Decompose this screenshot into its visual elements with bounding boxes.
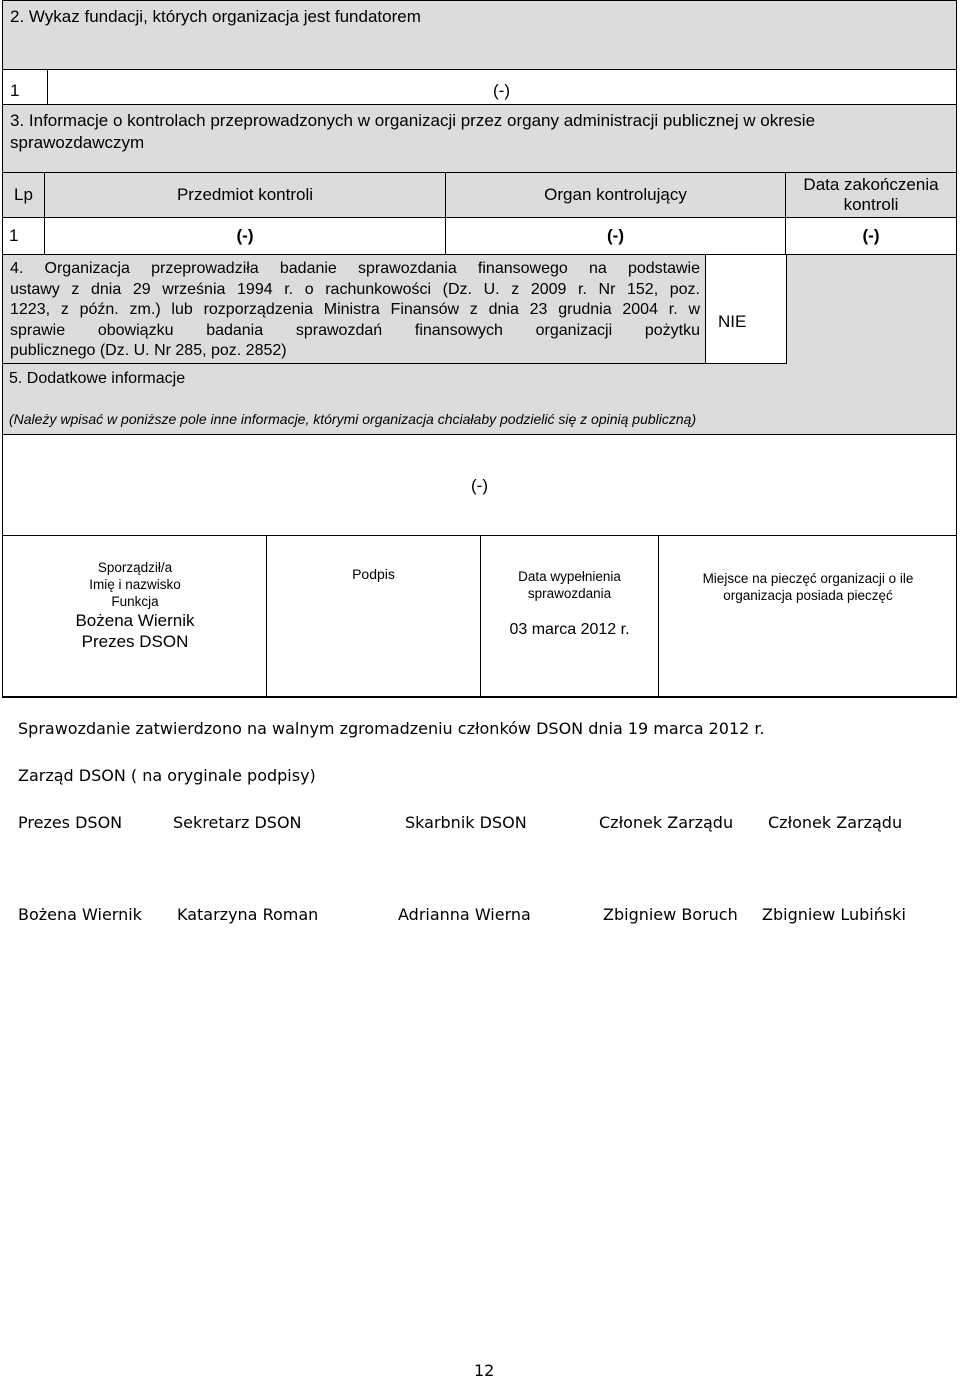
column-header-authority: Organ kontrolujący [445,172,786,218]
section4-answer-box [705,254,787,364]
approval-statement: Sprawozdanie zatwierdzono na walnym zgromadzeniu członków DSON dnia 19 marca 2012 r. [18,719,765,738]
board-name-1: Bożena Wiernik [18,905,142,924]
board-role-3: Skarbnik DSON [405,813,527,832]
board-heading: Zarząd DSON ( na oryginale podpisy) [18,766,316,785]
preparer-role: Prezes DSON [81,632,189,651]
preparer-name: Bożena Wiernik [75,611,195,630]
section4-answer: NIE [718,312,747,331]
board-name-3: Adrianna Wierna [398,905,531,924]
section2-row-number: 1 [10,81,20,100]
column-header-subject: Przedmiot kontroli [44,172,446,218]
section2-row [2,69,957,105]
table-row-subject: (-) [44,217,446,255]
stamp-place: Miejsce na pieczęć organizacji o ile organizacja posiada pieczęć [702,571,914,603]
section5-title: 5. Dodatkowe informacje [9,370,186,387]
fill-date-block: Data wypełnienia sprawozdania 03 marca 2012 r. [481,568,658,639]
board-role-4: Członek Zarządu [599,813,734,832]
table-row-end-date: (-) [785,217,957,255]
section4-text: 4. Organizacja przeprowadziła badanie sprawozdania finansowego na podstawie ustawy z dnia 29 września 1994 r. o rachunkowości (Dz. U. z 2009 r. Nr 152, poz. 1223, z późn. zm.) lub rozporządzenia Ministra Finansów z dnia 23 grudnia 2004 r. w sprawie obowiązku badania sprawozdań finansowych organizacji pożytku publicznego (Dz. U. Nr 285, poz. 2852) [10,260,700,359]
table-row-authority: (-) [445,217,786,255]
signature-label: Podpis [352,566,395,582]
board-role-1: Prezes DSON [18,813,123,832]
section5-note: (Należy wpisać w poniższe pole inne informacje, którymi organizacja chciałaby podzielić się z opinią publiczną) [9,411,697,427]
page-number: 12 [474,1361,495,1380]
column-header-end-date: Data zakończenia kontroli [785,172,957,218]
section5-value-box [2,434,957,536]
section3-header [2,104,957,173]
column-header-lp: Lp [2,172,45,218]
section4-question [2,254,706,364]
table-row-number: 1 [2,217,45,255]
board-name-2: Katarzyna Roman [177,905,319,924]
board-role-5: Członek Zarządu [768,813,903,832]
board-name-5: Zbigniew Lubiński [762,905,906,924]
fill-date: 03 marca 2012 r. [509,621,630,638]
section2-title: 2. Wykaz fundacji, których organizacja jest fundatorem [10,7,421,26]
board-name-4: Zbigniew Boruch [603,905,738,924]
section2-header [2,0,957,70]
section3-title: 3. Informacje o kontrolach przeprowadzonych w organizacji przez organy administracji publicznej w okresie sprawozdawczym [10,111,816,152]
section5-value: (-) [471,476,488,495]
section2-row-value: (-) [493,81,510,100]
board-role-2: Sekretarz DSON [173,813,302,832]
signature-preparer: Sporządził/a Imię i nazwisko Funkcja Bożena Wiernik Prezes DSON [4,559,266,652]
